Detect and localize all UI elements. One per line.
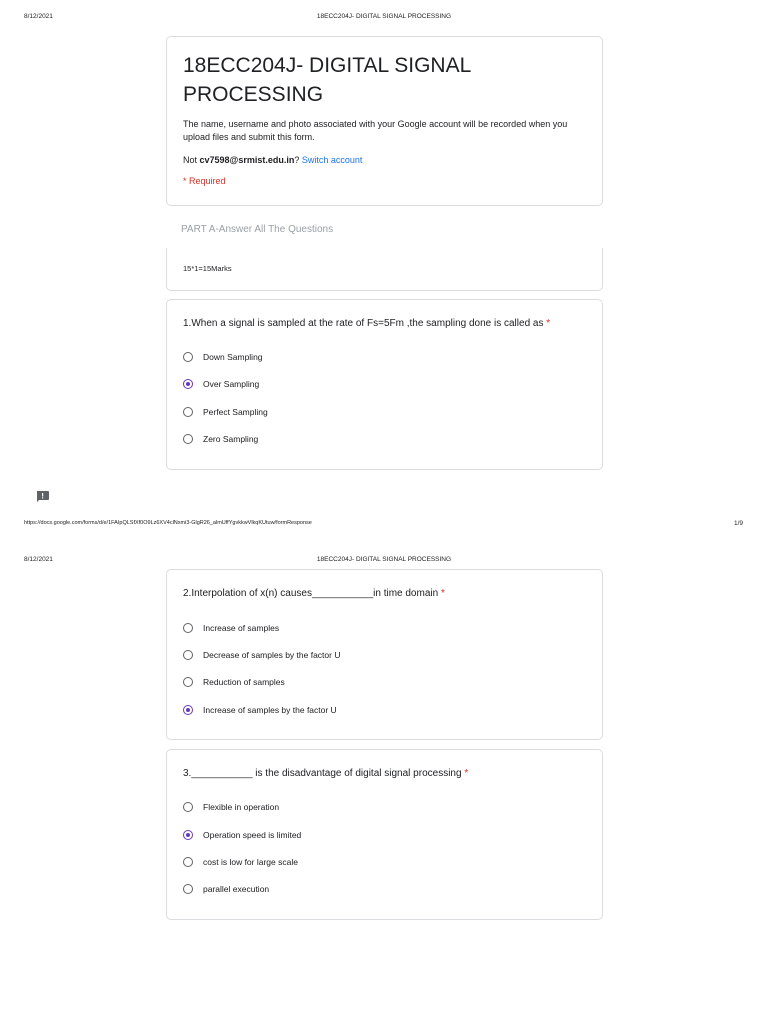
radio-button-selected[interactable] xyxy=(183,830,193,840)
option-label: Zero Sampling xyxy=(203,434,259,444)
section-description: 15*1=15Marks xyxy=(183,264,232,273)
radio-button[interactable] xyxy=(183,802,193,812)
option-label: Over Sampling xyxy=(203,379,260,389)
radio-button[interactable] xyxy=(183,434,193,444)
required-asterisk: * xyxy=(440,588,445,599)
option-row[interactable] xyxy=(183,432,258,446)
option-row[interactable] xyxy=(183,800,279,814)
option-row[interactable] xyxy=(183,405,268,419)
question-title xyxy=(183,588,445,599)
option-label: Operation speed is limited xyxy=(203,830,302,840)
question-title xyxy=(183,318,550,329)
section-description-card xyxy=(166,248,603,291)
radio-button[interactable] xyxy=(183,857,193,867)
account-line xyxy=(183,154,591,167)
account-email: cv7598@srmist.edu.in xyxy=(199,155,295,165)
option-row[interactable] xyxy=(183,855,298,869)
question-card-3 xyxy=(166,749,603,920)
radio-button[interactable] xyxy=(183,650,193,660)
option-row[interactable] xyxy=(183,703,337,717)
required-asterisk: * xyxy=(464,768,469,779)
radio-button[interactable] xyxy=(183,884,193,894)
print-date: 8/12/2021 xyxy=(24,13,53,20)
account-suffix: ? xyxy=(294,155,302,165)
print-footer-url: https://docs.google.com/forms/d/e/1FAIpQLSfXf0O9Lz6XV4clNxmi3-GlgR26_almUffYgvkkwVlkqKUtuw/formResponse xyxy=(24,520,312,526)
radio-button[interactable] xyxy=(183,677,193,687)
section-title: PART A-Answer All The Questions xyxy=(181,224,334,235)
radio-button[interactable] xyxy=(183,352,193,362)
radio-button[interactable] xyxy=(183,623,193,633)
option-label: Down Sampling xyxy=(203,352,263,362)
radio-button-selected[interactable] xyxy=(183,705,193,715)
radio-button-selected[interactable] xyxy=(183,379,193,389)
question-title xyxy=(183,768,468,779)
option-label: cost is low for large scale xyxy=(203,857,298,867)
print-header-title: 18ECC204J- DIGITAL SIGNAL PROCESSING xyxy=(316,13,452,20)
option-label: Increase of samples by the factor U xyxy=(203,705,337,715)
question-card-1 xyxy=(166,299,603,470)
radio-button[interactable] xyxy=(183,407,193,417)
feedback-icon[interactable] xyxy=(36,491,49,502)
account-notice: The name, username and photo associated with your Google account will be recorded when you upload files and submit this form. xyxy=(183,119,568,142)
question-text: 2.Interpolation of x(n) causes___________in time domain xyxy=(183,588,439,599)
account-prefix: Not xyxy=(183,155,200,165)
option-row[interactable] xyxy=(183,648,340,662)
print-page-number: 1/9 xyxy=(734,520,744,527)
required-asterisk: * xyxy=(546,318,551,329)
option-row[interactable] xyxy=(183,350,263,364)
option-label: Decrease of samples by the factor U xyxy=(203,650,341,660)
option-label: parallel execution xyxy=(203,884,270,894)
switch-account-link[interactable]: Switch account xyxy=(301,155,363,165)
option-label: Perfect Sampling xyxy=(203,407,268,417)
print-header-title: 18ECC204J- DIGITAL SIGNAL PROCESSING xyxy=(316,556,452,563)
option-label: Increase of samples xyxy=(203,623,280,633)
form-title: 18ECC204J- DIGITAL SIGNAL PROCESSING xyxy=(183,54,471,106)
required-note: * Required xyxy=(183,176,226,186)
form-header-card xyxy=(166,36,603,206)
option-row[interactable] xyxy=(183,675,285,689)
option-row[interactable] xyxy=(183,621,279,635)
print-date: 8/12/2021 xyxy=(24,556,53,563)
option-row[interactable] xyxy=(183,377,259,391)
question-text: 1.When a signal is sampled at the rate of Fs=5Fm ,the sampling done is called as xyxy=(183,318,544,329)
option-label: Flexible in operation xyxy=(203,802,280,812)
question-card-2 xyxy=(166,569,603,740)
option-row[interactable] xyxy=(183,828,301,842)
question-text: 3.___________ is the disadvantage of digital signal processing xyxy=(183,768,462,779)
option-label: Reduction of samples xyxy=(203,677,285,687)
option-row[interactable] xyxy=(183,882,269,896)
